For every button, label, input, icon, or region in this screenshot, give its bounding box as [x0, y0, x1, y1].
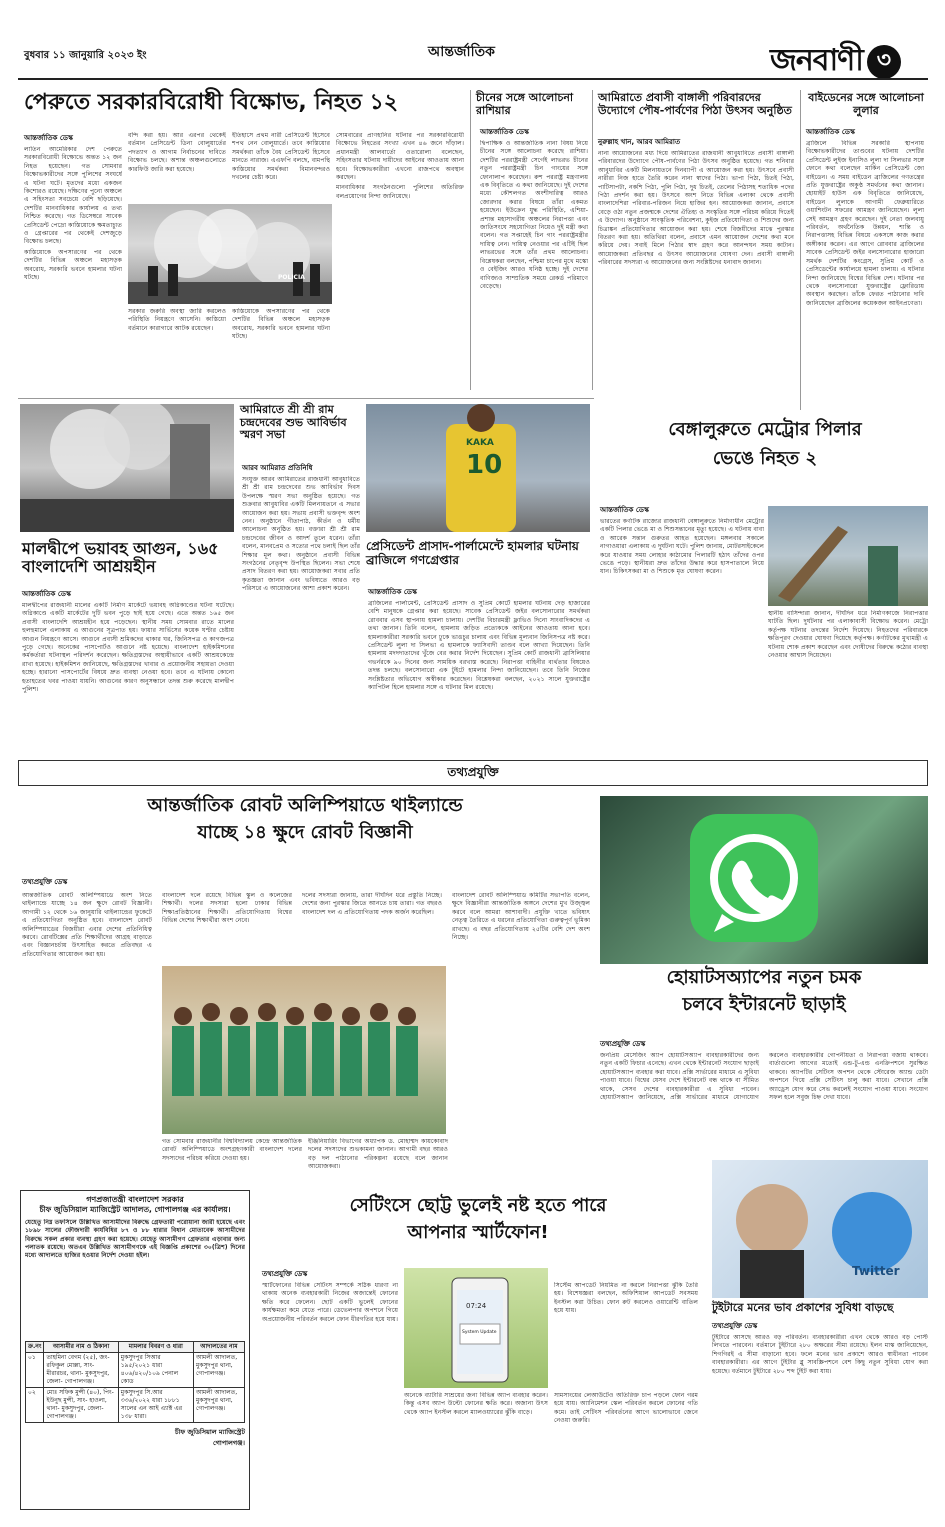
robot-headline-line2: যাচ্ছে ১৪ ক্ষুদে রোবট বিজ্ঞানী — [197, 821, 413, 843]
notice-header-case: মামলার বিবরণ ও ধারা — [118, 1341, 193, 1352]
brazil-text: ব্রাজিলের পার্লামেন্ট, প্রেসিডেন্ট প্রাসাদ ও সুপ্রিম কোর্টে হামলার ঘটনায় দেড় হাজারের বেশি মানুষকে গ্রেপ্তার করা হয়েছে। সাবেক প্রেসিডেন্ট জইর বলসোনারোর সমর্থকরা রোববার এসব স্থাপনায় হামলা চালায়। দেশটির বিচারমন্ত্রী ফ্লাভিও দিনো সাংবাদিকদের এ তথ্য জানান। তিনি বলেন, হামলায় জড়িত প্রত্যেককে আইনের আওতায় আনা হবে। হামলাকারীরা সরকারি ভবনে ঢুকে ভাঙচুর চালায় এবং বিভিন্ন মূল্যবান জিনিসপত্র নষ্ট করে। প্রেসিডেন্ট লুলা দা সিলভা এ হামলাকে ফ্যাসিবাদী তাণ্ডব বলে আখ্যা দিয়েছেন। তিনি হামলায় মদদদাতাদের খুঁজে বের করার নির্দেশ দিয়েছেন। সুপ্রিম কোর্ট রাজধানী ব্রাসিলিয়ার গভর্নরকে ৯০ দিনের জন্য সাময়িক বরখাস্ত করেছে। নিরাপত্তা বাহিনীর ব্যর্থতার বিষয়েও তদন্ত চলছে। বলসোনারো এক টুইটে হামলার নিন্দা জানিয়েছেন। তবে তিনি নিজের সংশ্লিষ্টতার অভিযোগ অস্বীকার করেছেন। বিশ্লেষকরা বলছেন, ২০২১ সালে যুক্তরাষ্ট্রের ক্যাপিটল হিলে হামলার সঙ্গে এ ঘটনার মিল রয়েছে। — [368, 600, 590, 692]
smartphone-col4: সামসাংয়ের লেআউটেও অতিরিক্ত চাপ পড়লে ফোন গরম হয়ে যায়। অ্যানিমেশন স্কেল পরিবর্তন করলে ফোনের গতি কমে। তাই সেটিংস পরিবর্তনের আগে ভালোভাবে জেনে নেওয়া জরুরি। — [554, 1392, 698, 1425]
column-rule — [470, 90, 471, 390]
robot-caption2: ইঞ্জিনিয়ারিং বিভাগের অধ্যাপক ড. মোহাম্মদ কায়কোবাদ দলের সদস্যদের শুভকামনা জানান। আগামী বছর আরও বড় দল পাঠানোর পরিকল্পনা রয়েছে বলে জানান আয়োজকরা। — [308, 1138, 448, 1171]
whatsapp-text: জনপ্রিয় মেসেজিং অ্যাপ হোয়াটসঅ্যাপ ব্যবহারকারীদের জন্য নতুন একটি ফিচার এনেছে। এখন থেকে ইন্টারনেট সংযোগ ছাড়াই হোয়াটসঅ্যাপ ব্যবহার করা যাবে। প্রক্সি সার্ভারের মাধ্যমে এ সুবিধা পাওয়া যাবে। বিশ্বের যেসব দেশে ইন্টারনেট বন্ধ থাকে বা সীমিত থাকে, সেসব দেশের ব্যবহারকারীরা এ সুবিধা পাবেন। হোয়াটসঅ্যাপ জানিয়েছে, প্রক্সি সার্ভারের মাধ্যমে যোগাযোগ করলেও ব্যবহারকারীর গোপনীয়তা ও নিরাপত্তা বজায় থাকবে। বার্তাগুলো আগের মতোই এন্ড-টু-এন্ড এনক্রিপশনে সুরক্ষিত থাকবে। অ্যাপটির সেটিংস অপশন থেকে স্টোরেজ অ্যান্ড ডেটা অপশনে গিয়ে প্রক্সি সেটিংস চালু করা যাবে। সেখানে প্রক্সি অ্যাড্রেস যোগ করে সেভ করলেই সংযোগ পাওয়া যাবে। সংযোগ সফল হলে সবুজ চিহ্ন দেখা যাবে। — [600, 1052, 928, 1102]
robot-headline-box — [20, 796, 590, 843]
ramchandra-text: সংযুক্ত আরব আমিরাতের রাজধানী আবুধাবিতে শ্রী শ্রী রাম চন্দ্রদেবের শুভ আবির্ভাব দিবস উপলক্ষে স্মরণ সভা অনুষ্ঠিত হয়েছে। গত শুক্রবার আবুধাবির একটি মিলনায়তনে এ সভার আয়োজন করা হয়। সভায় প্রবাসী ভক্তবৃন্দ অংশ নেন। অনুষ্ঠানে গীতাপাঠ, কীর্তন ও ধর্মীয় আলোচনা অনুষ্ঠিত হয়। বক্তারা শ্রী শ্রী রাম চন্দ্রদেবের জীবন ও আদর্শ তুলে ধরেন। তাঁরা বলেন, মানবপ্রেম ও সত্যের পথে চলাই ছিল তাঁর শিক্ষার মূল কথা। অনুষ্ঠানে প্রবাসী বিভিন্ন সংগঠনের নেতৃবৃন্দ উপস্থিত ছিলেন। সভা শেষে প্রসাদ বিতরণ করা হয়। আয়োজকরা সবার প্রতি কৃতজ্ঞতা জানান এবং ভবিষ্যতে আরও বড় পরিসরে এ আয়োজনের আশা প্রকাশ করেন। — [242, 476, 360, 593]
phone-time: 07:24 — [466, 1302, 487, 1310]
smartphone-headline-line2: আপনার স্মার্টফোন! — [407, 1221, 549, 1243]
table-cell: মোঃ সফিক মুন্সী (৪০), পিং- ইউনুছ মুন্সী, সাং- হাওলা, থানা- মুকসুদপুর, জেলা- গোপালগঞ্জ। — [44, 1387, 118, 1422]
signature-title: চীফ জুডিসিয়াল ম্যাজিস্ট্রেট — [175, 1427, 245, 1436]
smartphone-desk: তথ্যপ্রযুক্তি ডেস্ক — [262, 1270, 308, 1278]
whatsapp-desk: তথ্যপ্রযুক্তি ডেস্ক — [600, 1040, 646, 1048]
masthead-date: বুধবার ১১ জানুয়ারি ২০২৩ ইং — [24, 50, 147, 61]
notice-header-serial: ক্র.নং — [26, 1341, 44, 1352]
twitter-desk: তথ্যপ্রযুক্তি ডেস্ক — [712, 1322, 758, 1330]
phone-in-hand-graphic — [404, 1268, 548, 1388]
metro-pillar-photo — [768, 506, 928, 606]
china-russia-text: দ্বিপাক্ষিক ও আন্তর্জাতিক নানা বিষয় নিয়ে চীনের সঙ্গে আলোচনা করেছে রাশিয়া। দেশটির পররাষ্ট্রমন্ত্রী সের্গেই লাভরভ চীনের নতুন পররাষ্ট্রমন্ত্রী চিন গাংয়ের সঙ্গে ফোনালাপ করেছেন। রুশ পররাষ্ট্র মন্ত্রণালয় এক বিবৃতিতে এ কথা জানিয়েছে। দুই দেশের মধ্যে কৌশলগত অংশীদারিত্ব আরও জোরদার করার বিষয়ে তাঁরা একমত হয়েছেন। ইউক্রেন যুদ্ধ পরিস্থিতি, এশিয়া-প্রশান্ত মহাসাগরীয় অঞ্চলের নিরাপত্তা এবং জাতিসংঘে সহযোগিতা নিয়েও দুই মন্ত্রী কথা বলেন। গত সপ্তাহেই চিন গাং পররাষ্ট্রমন্ত্রীর দায়িত্ব নেন। দায়িত্ব নেওয়ার পর এটিই ছিল লাভরভের সঙ্গে তাঁর প্রথম আলোচনা। বিশ্লেষকরা বলছেন, পশ্চিমা চাপের মুখে মস্কো ও বেইজিং আরও ঘনিষ্ঠ হচ্ছে। দুই দেশের বাণিজ্যও সাম্প্রতিক সময়ে রেকর্ড পরিমাণে বেড়েছে। — [480, 140, 588, 290]
phone-alert: System Update — [462, 1330, 497, 1335]
china-russia-headline: চীনের সঙ্গে আলোচনা রাশিয়ার — [476, 91, 574, 117]
uae-pitha-headline: আমিরাতে প্রবাসী বাঙ্গালী পরিবারদের উদ্যোগে পৌষ-পার্বণের পিঠা উৎসব অনুষ্ঠিত — [598, 91, 792, 117]
tear-gas-smoke-graphic — [128, 204, 332, 304]
table-row — [26, 1387, 245, 1422]
robot-col4: বাংলাদেশ রোবট অলিম্পিয়াড কমিটির সভাপতি বলেন, ক্ষুদে বিজ্ঞানীরা আন্তর্জাতিক অঙ্গনে দেশের মুখ উজ্জ্বল করবে বলে আমরা আশাবাদী। প্রযুক্তি খাতে ভবিষ্যৎ নেতৃত্ব তৈরিতে এ ধরনের প্রতিযোগিতা গুরুত্বপূর্ণ ভূমিকা রাখছে। এ বছর প্রতিযোগিতায় ২৫টির বেশি দেশ অংশ নিচ্ছে। — [452, 892, 590, 942]
robot-headline-line1: আন্তর্জাতিক রোবট অলিম্পিয়াডে থাইল্যান্ডে — [147, 795, 463, 816]
brazil-desk: আন্তর্জাতিক ডেস্ক — [368, 588, 417, 596]
whatsapp-photo — [600, 796, 928, 964]
uae-pitha-text: নানা আয়োজনের মধ্য দিয়ে আমিরাতের রাজধানী আবুধাবিতে প্রবাসী বাঙ্গালী পরিবারদের উদ্যোগে পৌষ-পার্বণের পিঠা উৎসব অনুষ্ঠিত হয়েছে। গত শনিবার আবুধাবির একটি মিলনায়তনে দিনব্যাপী এ আয়োজন করা হয়। উৎসবে প্রবাসী নারীরা নিজ হাতে তৈরি করেন নানা স্বাদের পিঠা। ভাপা পিঠা, চিতই পিঠা, পাটিসাপটা, নকশি পিঠা, পুলি পিঠা, দুধ চিতই, তেলের পিঠাসহ শতাধিক পদের পিঠা প্রদর্শন করা হয়। উৎসবে অংশ নিতে বিভিন্ন এলাকা থেকে প্রবাসী বাংলাদেশিরা পরিবার-পরিজন নিয়ে হাজির হন। আয়োজকরা জানান, প্রবাসে বেড়ে ওঠা নতুন প্রজন্মকে দেশের ঐতিহ্য ও সংস্কৃতির সঙ্গে পরিচয় করিয়ে দিতেই এ উদ্যোগ। অনুষ্ঠানে সাংস্কৃতিক পরিবেশনা, কুইজ প্রতিযোগিতা ও শিশুদের জন্য চিত্রাঙ্কন প্রতিযোগিতার আয়োজন করা হয়। শেষে বিজয়ীদের মাঝে পুরস্কার বিতরণ করা হয়। অতিথিরা বলেন, প্রবাসে এমন আয়োজন দেশের কথা মনে করিয়ে দেয়। সবাই মিলে পিঠার স্বাদ গ্রহণ করে আনন্দঘন সময় কাটান। আয়োজকরা প্রতিবছর এ উৎসব আয়োজনের ঘোষণা দেন। প্রবাসী বাঙ্গালী পরিবারের সদস্যরা এ আয়োজনের জন্য সংশ্লিষ্টদের ধন্যবাদ জানান। — [598, 150, 794, 267]
bengaluru-desk: আন্তর্জাতিক ডেস্ক — [600, 506, 649, 514]
column-rule — [800, 90, 801, 410]
tech-section-banner — [18, 760, 928, 786]
team-group-graphic — [162, 966, 446, 1134]
police-shield-label: POLICIA — [278, 274, 305, 281]
table-cell: মুকসুদপুর সি.আর ৩৩৬/২০২২ ধারা ১৮৮১ সালের এন আই এ্যাক্ট এর ১৩৮ ধারা। — [118, 1387, 193, 1422]
brazil-headline: প্রেসিডেন্ট প্রাসাদ-পার্লামেন্টে হামলার ঘটনায় ব্রাজিলে গণগ্রেপ্তার — [366, 539, 579, 567]
table-cell: মুকসুদপুর সিআর ১৯৫/২০২১ ধারা ৪০৬/৪২০/১০৯ পেনাল কোড — [118, 1352, 193, 1387]
masthead — [0, 0, 945, 80]
logo-text: জনবাণী — [770, 43, 863, 78]
twitter-label: Twitter — [852, 1264, 900, 1278]
notice-header-court: আদালতের নাম — [193, 1341, 244, 1352]
ramchandra-headline: আমিরাতে শ্রী শ্রী রাম চন্দ্রদেবের শুভ আবির্ভাব স্মরণ সভা — [240, 403, 347, 442]
masthead-rule — [18, 78, 928, 80]
smartphone-col1: স্মার্টফোনের বিভিন্ন সেটিংস সম্পর্কে সঠিক ধারণা না থাকায় অনেক ব্যবহারকারী নিজের অজান্তেই ফোনের ক্ষতি করে ফেলেন। ছোট একটি ভুলেই ফোনের কার্যক্ষমতা কমে যেতে পারে। ডেভেলপার অপশনে গিয়ে অপ্রয়োজনীয় পরিবর্তন করলে ফোন ধীরগতির হয়ে যায়। — [262, 1282, 398, 1323]
biden-lula-text: ব্রাজিলে বিভিন্ন সরকারি স্থাপনায় বিক্ষোভকারীদের তাণ্ডবের ঘটনায় দেশটির প্রেসিডেন্ট লুইজ ইনাসিও লুলা দা সিলভার সঙ্গে ফোনে কথা বলেছেন মার্কিন প্রেসিডেন্ট জো বাইডেন। এ সময় বাইডেন ব্রাজিলের গণতন্ত্রের প্রতি যুক্তরাষ্ট্রের অকুণ্ঠ সমর্থনের কথা জানান। হোয়াইট হাউস এক বিবৃতিতে জানিয়েছে, বাইডেন লুলাকে আগামী ফেব্রুয়ারিতে ওয়াশিংটন সফরের আমন্ত্রণ জানিয়েছেন। লুলা সেই আমন্ত্রণ গ্রহণ করেছেন। দুই নেতা জলবায়ু পরিবর্তন, অর্থনৈতিক উন্নয়ন, শান্তি ও নিরাপত্তাসহ বিভিন্ন বিষয়ে একসঙ্গে কাজ করার অঙ্গীকার করেন। এর আগে রোববার ব্রাজিলের সাবেক প্রেসিডেন্ট জইর বলসোনারোর হাজারো সমর্থক দেশটির কংগ্রেস, সুপ্রিম কোর্ট ও প্রেসিডেন্টের কার্যালয়ে হামলা চালায়। এ ঘটনার নিন্দা জানিয়েছে বিশ্বের বিভিন্ন দেশ। ঘটনার পর থেকে বলসোনারো যুক্তরাষ্ট্রের ফ্লোরিডায় অবস্থান করছেন। তাঁকে ফেরত পাঠানোর দাবি জানিয়েছেন ব্রাজিলের কয়েকজন আইনপ্রণেতা। — [806, 140, 924, 307]
section-rule — [18, 398, 594, 399]
smartphone-col3: সিস্টেম আপডেট নিয়মিত না করলে নিরাপত্তা ঝুঁকি তৈরি হয়। বিশেষজ্ঞরা বলছেন, অফিশিয়াল আপডেট সবসময় ইনস্টল করা উচিত। ফোন রুট করলেও ওয়ারেন্টি বাতিল হয়ে যায়। — [554, 1282, 698, 1315]
signature-place: গোপালগঞ্জ। — [212, 1438, 245, 1447]
peru-col2-bottom: সরকার জরুরি অবস্থা জারি করলেও পরিস্থিতি নিয়ন্ত্রণে আসেনি। কাস্তিয়ো বর্তমানে কারাগারে আটক রয়েছেন। — [128, 308, 226, 332]
robot-team-photo — [162, 966, 446, 1134]
china-russia-desk: আন্তর্জাতিক ডেস্ক — [480, 128, 529, 136]
tech-section-label: তথ্যপ্রযুক্তি — [447, 765, 499, 780]
jersey-name: KAKA — [466, 438, 494, 448]
table-cell: তাহমিনা বেগম (২৫), জং- রফিকুল মোল্লা, সাং- মীরারচর, থানা- মুকসুদপুর, জেলা- গোপালগঞ্জ। — [44, 1352, 118, 1387]
table-cell: ০১ — [26, 1352, 44, 1387]
robot-col2: বাংলাদেশ দলে রয়েছে বিভিন্ন স্কুল ও কলেজের শিক্ষার্থী। দলের সদস্যরা হলো ঢাকার বিভিন্ন শিক্ষাপ্রতিষ্ঠানের শিক্ষার্থী। প্রতিযোগিতায় বিশ্বের বিভিন্ন দেশের শিক্ষার্থীরা অংশ নেবে। — [162, 892, 292, 925]
jersey-number: 10 — [466, 450, 503, 480]
robot-col1: আন্তর্জাতিক রোবট অলিম্পিয়াডে অংশ নিতে থাইল্যান্ডে যাচ্ছে ১৪ জন ক্ষুদে রোবট বিজ্ঞানী। আগামী ১২ থেকে ১৬ জানুয়ারি থাইল্যান্ডের ফুকেটে এ প্রতিযোগিতা অনুষ্ঠিত হবে। বাংলাদেশ রোবট অলিম্পিয়াডের বিজয়ীরা এবার দেশের প্রতিনিধিত্ব করবে। রোবটিক্সের প্রতি শিক্ষার্থীদের আগ্রহ বাড়াতে এবং বিজ্ঞানচর্চায় উৎসাহিত করতে প্রতিবছর এ প্রতিযোগিতার আয়োজন করা হয়। — [22, 892, 152, 958]
table-cell: আমলী আদালত, মুকসুদপুর থানা, গোপালগঞ্জ। — [193, 1387, 244, 1422]
whatsapp-logo-icon — [600, 796, 928, 964]
smartphone-headline-line1: সেটিংসে ছোট্ট ভুলেই নষ্ট হতে পারে — [349, 1195, 607, 1216]
bengaluru-text-right: স্থানীয় বাসিন্দারা জানান, দীর্ঘদিন ধরে নির্মাণকাজে নিরাপত্তার ঘাটতি ছিল। দুর্ঘটনার পর এলাকাবাসী বিক্ষোভ করেন। মেট্রো কর্তৃপক্ষ ঘটনার তদন্তের নির্দেশ দিয়েছে। নিহতদের পরিবারকে ক্ষতিপূরণ দেওয়ার ঘোষণা দিয়েছে কর্তৃপক্ষ। কর্ণাটকের মুখ্যমন্ত্রী এ ঘটনায় শোক প্রকাশ করেছেন এবং দোষীদের বিরুদ্ধে কঠোর ব্যবস্থা নেওয়ার আশ্বাস দিয়েছেন। — [768, 610, 928, 660]
smartphone-col2: অনেকে ব্যাটারি সাশ্রয়ের জন্য বিভিন্ন অ্যাপ ব্যবহার করেন। কিন্তু এসব অ্যাপ উল্টো ফোনের ক্ষতি করে। অজানা উৎস থেকে অ্যাপ ইনস্টল করলে ম্যালওয়্যারের ঝুঁকি বাড়ে। — [404, 1392, 548, 1416]
bengaluru-headline-line2: ভেঙে নিহত ২ — [712, 447, 818, 469]
ramchandra-byline: আরব আমিরাত প্রতিনিধি — [242, 464, 313, 472]
peru-desk: আন্তর্জাতিক ডেস্ক — [24, 134, 73, 142]
column-rule — [592, 90, 593, 390]
peru-col1: লাতিন আমেরিকার দেশ পেরুতে সরকারবিরোধী বিক্ষোভে অন্তত ১২ জন নিহত হয়েছেন। গত সোমবার বিক্ষোভকারীদের সঙ্গে পুলিশের সংঘর্ষে এ ঘটনা ঘটে। মৃতদের মধ্যে একজন কিশোরও রয়েছে। দক্ষিণের পুনো অঞ্চলে এ সহিংসতা সবচেয়ে বেশি ছড়িয়েছে। দেশটির মানবাধিকার কার্যালয় এ তথ্য নিশ্চিত করেছে। গত ডিসেম্বরে সাবেক প্রেসিডেন্ট পেদ্রো কাস্তিয়োকে ক্ষমতাচ্যুত ও গ্রেপ্তারের পর থেকেই দেশজুড়ে বিক্ষোভ চলছে। কাস্তিয়োকে অপসারণের পর থেকে দেশটির বিভিন্ন অঞ্চলে মহাসড়ক অবরোধ, সরকারি ভবনে হামলার ঘটনা ঘটছে। — [24, 146, 122, 282]
notice-header-accused: আসামীর নাম ও ঠিকানা — [44, 1341, 118, 1352]
robot-col3: দলের সদস্যরা জানায়, তারা দীর্ঘদিন ধরে প্রস্তুতি নিচ্ছে। দেশের জন্য পুরস্কার জিতে আনতে চায় তারা। গত বছরও বাংলাদেশ দল এ প্রতিযোগিতায় পদক অর্জন করেছিল। — [302, 892, 442, 916]
notice-intro: যেহেতু নিম্ন তফসিলে উল্লিখিত আসামীদের বিরুদ্ধে গ্রেফতারী পরোয়ানা জারী হয়েছে এবং ১৮৯৮ সালের ফৌজদারী কার্যবিধির ৮৭ ও ৮৮ ধারার বিধান মোতাবেক আসামীদের বিরুদ্ধে সকল প্রকার ব্যবস্থা গ্রহণ করা হয়েছে। যেহেতু আসামীগণ গ্রেফতার এড়াবার জন্য পলাতক রয়েছে। অতএব উল্লিখিত আসামীগণকে এই বিজ্ঞপ্তি প্রকাশের ৩০(ত্রিশ) দিনের মধ্যে আদালতে হাজির হওয়ার নির্দেশ দেওয়া হইল। — [25, 1218, 245, 1260]
twitter-photo — [712, 1160, 928, 1298]
maldives-desk: আন্তর্জাতিক ডেস্ক — [22, 590, 71, 598]
section-label: আন্তর্জাতিক — [428, 44, 495, 60]
brazil-arrest-photo — [366, 404, 590, 532]
table-cell: আমলী আদালত, মুকসুদপুর থানা, গোপালগঞ্জ। — [193, 1352, 244, 1387]
page-number: ৩ — [867, 45, 901, 79]
table-cell: ০২ — [26, 1387, 44, 1422]
whatsapp-headline-line1: হোয়াটসঅ্যাপের নতুন চমক — [666, 967, 862, 988]
table-row — [26, 1352, 245, 1387]
biden-lula-headline: বাইডেনের সঙ্গে আলোচনা লুলার — [808, 91, 924, 117]
peru-protest-photo — [128, 204, 332, 304]
maldives-headline: মালদ্বীপে ভয়াবহ আগুন, ১৬৫ বাংলাদেশি আশ্রয়হীন — [22, 539, 219, 577]
uae-pitha-byline: নুরুল্লাহ খান, আরব আমিরাত — [598, 138, 681, 146]
bengaluru-headline-box — [600, 420, 930, 496]
notice-title-line1: গণপ্রজাতন্ত্রী বাংলাদেশ সরকার — [86, 1195, 184, 1204]
smartphone-photo — [404, 1268, 548, 1388]
maldives-fire-photo — [20, 404, 234, 532]
peru-col4: সোমবারের প্রাণহানির ঘটনার পর সরকারবিরোধী বিক্ষোভে নিহতের সংখ্যা এখন ৪৬ জনে দাঁড়াল। প্রধানমন্ত্রী আলবার্তো ওতারোলা বলেছেন, সহিংসতার ঘটনায় দায়ীদের আইনের আওতায় আনা হবে। বিক্ষোভকারীরা এখনো রাজপথে অবস্থান করছেন। মানবাধিকার সংগঠনগুলো পুলিশের অতিরিক্ত বলপ্রয়োগের নিন্দা জানিয়েছে। — [336, 132, 464, 200]
maldives-text: মালদ্বীপের রাজধানী মালের একটি নির্মাণ মার্কেটে ভয়াবহ অগ্নিকাণ্ডের ঘটনা ঘটেছে। অগ্নিকাণ্ডে একটি মার্কেটের দুটি ভবন পুড়ে ছাই হয়ে গেছে। এতে অন্তত ১৬৫ জন প্রবাসী বাংলাদেশি আশ্রয়হীন হয়ে পড়েছেন। স্থানীয় সময় সোমবার রাতে মালের হুলহুমালে এলাকায় এ আগুনের সূত্রপাত হয়। ফায়ার সার্ভিসের কয়েক ঘণ্টার চেষ্টায় আগুন নিয়ন্ত্রণে আসে। আগুনে প্রবাসী শ্রমিকদের থাকার ঘর, জিনিসপত্র ও কাগজপত্র পুড়ে গেছে। অনেকের পাসপোর্টও আগুনে নষ্ট হয়েছে। বাংলাদেশ হাইকমিশনের কর্মকর্তারা ঘটনাস্থল পরিদর্শন করেছেন। ক্ষতিগ্রস্তদের অস্থায়ীভাবে একটি আশ্রয়কেন্দ্রে রাখা হয়েছে। হাইকমিশন জানিয়েছে, ক্ষতিগ্রস্তদের খাবার ও প্রয়োজনীয় সহায়তা দেওয়া হচ্ছে। হারানো পাসপোর্টের বিষয়ে দ্রুত ব্যবস্থা নেওয়া হবে। তবে এ ঘটনায় কোনো হতাহতের খবর পাওয়া যায়নি। আগুনের কারণ অনুসন্ধানে তদন্ত শুরু করেছে মালদ্বীপ পুলিশ। — [22, 602, 234, 694]
whatsapp-headline-box — [600, 968, 928, 1015]
twitter-text: টুইটারে আসছে আরও বড় পরিবর্তন। ব্যবহারকারীরা এখন থেকে আরও বড় পোস্ট লিখতে পারবেন। বর্তমানে টুইটারে ২৮০ অক্ষরের সীমা রয়েছে। ইলন মাস্ক জানিয়েছেন, শিগগিরই এ সীমা বাড়ানো হবে। ফলে মনের ভাব প্রকাশে আরও স্বাধীনতা পাবেন ব্যবহারকারীরা। এর আগে টুইটার ব্লু সাবস্ক্রিপশনে বেশ কিছু নতুন সুবিধা যোগ করা হয়েছে। বর্তমানে টুইটারে ২৮০ শব্দ টুইট করা যায়। — [712, 1334, 928, 1375]
peru-col3: ইতিহাসে প্রথম নারী প্রেসিডেন্ট হিসেবে শপথ নেন বোলুয়ার্তে। তবে কাস্তিয়োর সমর্থকরা তাঁকে বৈধ প্রেসিডেন্ট হিসেবে মানতে নারাজ। এএফপি বলছে, বামপন্থি কাস্তিয়োর সমর্থকরা বিমানবন্দরও দখলের চেষ্টা করে। — [232, 132, 330, 182]
peru-col3-bottom: কাস্তিয়োকে অপসারণের পর থেকে দেশটির বিভিন্ন অঞ্চলে মহাসড়ক অবরোধ, সরকারি ভবনে হামলার ঘটনা ঘটছে। — [232, 308, 330, 341]
biden-lula-desk: আন্তর্জাতিক ডেস্ক — [806, 128, 855, 136]
robot-caption: গত সোমবার রাজধানীর বিশ্ববিদ্যালয় কেন্দ্রে আন্তর্জাতিক রোবট অলিম্পিয়াডে অংশগ্রহণকারী বাংলাদেশ দলের সদস্যদের পরিচয় করিয়ে দেওয়া হয়। — [162, 1138, 302, 1162]
bengaluru-headline-line1: বেঙ্গালুরুতে মেট্রোর পিলার — [668, 419, 862, 440]
fire-smoke-graphic — [20, 404, 234, 532]
twitter-headline: টুইটারে মনের ভাব প্রকাশের সুবিধা বাড়ছে — [712, 1301, 894, 1314]
bengaluru-text-left: ভারতের কর্ণাটক রাজ্যের রাজধানী বেঙ্গালুরুতে নির্মাণাধীন মেট্রোর একটি পিলার ভেঙে মা ও শিশুসন্তানের মৃত্যু হয়েছে। এ ঘটনায় বাবা ও আরেক সন্তান গুরুতর আহত হয়েছেন। মঙ্গলবার সকালে নাগাওয়ারা এলাকায় এ দুর্ঘটনা ঘটে। পুলিশ জানায়, মোটরসাইকেলে করে যাওয়ার সময় লোহার কাঠামোর পিলারটি হঠাৎ তাঁদের ওপর ভেঙে পড়ে। স্থানীয়রা দ্রুত তাঁদের উদ্ধার করে হাসপাতালে নিয়ে যান। চিকিৎসকরা মা ও শিশুকে মৃত ঘোষণা করেন। — [600, 518, 764, 576]
notice-table — [25, 1341, 245, 1423]
smartphone-headline-box — [258, 1196, 698, 1243]
peru-headline: পেরুতে সরকারবিরোধী বিক্ষোভ, নিহত ১২ — [24, 90, 399, 115]
peru-col2: বন্দি করা হয়। আর এরপর থেকেই বর্তমান প্রেসিডেন্ট ডিনা বোলুয়ার্তের পদত্যাগ ও আগাম নির্বাচনের দাবিতে বিক্ষোভ চলছে। অশান্ত অঞ্চলগুলোতে কারফিউ জারি করা হয়েছে। — [128, 132, 226, 173]
notice-title-line2: চীফ জুডিসিয়াল ম্যাজিস্ট্রেট আদালত, গোপালগঞ্জ এর কার্যালয়। — [39, 1205, 231, 1215]
court-notice — [20, 1190, 250, 1510]
notice-signature — [25, 1427, 245, 1449]
collapsed-pillar-graphic — [768, 506, 928, 606]
robot-desk: তথ্যপ্রযুক্তি ডেস্ক — [22, 878, 68, 886]
whatsapp-headline-line2: চলবে ইন্টারনেট ছাড়াই — [682, 993, 846, 1015]
